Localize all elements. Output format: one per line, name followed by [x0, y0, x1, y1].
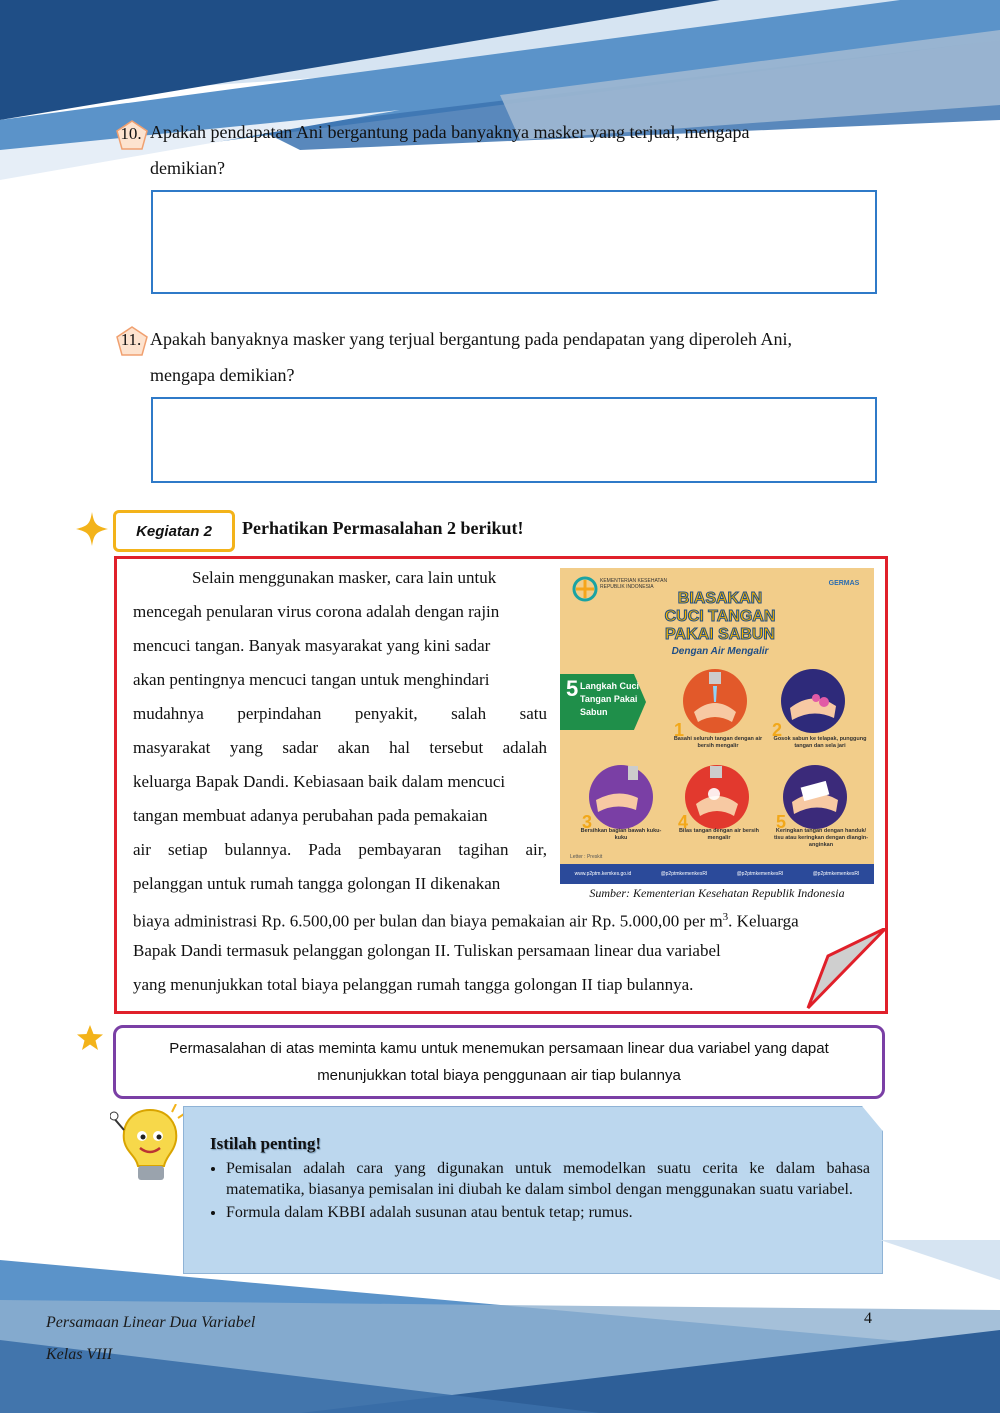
star-icon	[76, 1024, 104, 1052]
question-11-number-badge	[116, 326, 146, 354]
handwash-poster	[560, 568, 874, 884]
question-11-line2: mengapa demikian?	[150, 365, 295, 385]
step-number: 5	[776, 812, 787, 832]
kegiatan-badge: Kegiatan 2	[113, 510, 235, 552]
sparkle-icon	[76, 512, 108, 546]
problem-line: mencegah penularan virus corona adalah dengan rajin	[133, 602, 500, 621]
step-text: Gosok sabun ke telapak, punggung tangan dan sela jari	[773, 736, 867, 749]
poster-footer-bar	[560, 864, 874, 884]
problem-line: keluarga Bapak Dandi. Kebiasaan baik dalam mencuci	[133, 772, 506, 791]
poster-footer-link: www.p2ptm.kemkes.go.id	[574, 871, 632, 877]
step-text: Basahi seluruh tangan dengan air bersih mengalir	[673, 736, 763, 749]
problem-line-wide-3: yang menunjukkan total biaya pelanggan rumah tangga golongan II tiap bulannya.	[133, 975, 694, 994]
step-5-illustration-icon	[782, 764, 848, 830]
poster-caption: Sumber: Kementerian Kesehatan Republik Indonesia	[589, 886, 845, 900]
page-number: 4	[864, 1310, 872, 1327]
problem-line: akan pentingnya mencuci tangan untuk menghindari	[133, 670, 490, 689]
answer-box-10[interactable]	[151, 190, 877, 294]
step-text: Keringkan tangan dengan handuk/ tisu atau keringkan dengan diangin-anginkan	[773, 828, 869, 848]
answer-box-11[interactable]	[151, 397, 877, 483]
problem-line: Selain menggunakan masker, cara lain untuk	[192, 568, 497, 587]
footer-subject: Persamaan Linear Dua Variabel	[46, 1314, 256, 1331]
step-text: Bilas tangan dengan air bersih mengalir	[678, 828, 760, 841]
step-number: 4	[678, 812, 689, 832]
step-number: 2	[772, 720, 783, 740]
question-10-number-badge	[116, 120, 146, 148]
question-number: 11.	[120, 330, 142, 349]
poster-subtitle: Dengan Air Mengalir	[671, 646, 769, 657]
note-box	[113, 1025, 885, 1099]
problem-line: tangan membuat adanya perubahan pada pemakaian	[133, 806, 488, 825]
istilah-list	[210, 1158, 870, 1225]
note-line-1: Permasalahan di atas meminta kamu untuk menemukan persamaan linear dua variabel yang dapat	[169, 1040, 829, 1057]
step-text: Bersihkan bagian bawah kuku-kuku	[580, 828, 662, 841]
lightbulb-mascot-icon	[110, 1104, 186, 1190]
problem-line-wide-1	[133, 900, 878, 939]
step-number: 3	[582, 812, 593, 832]
istilah-item: • Pemisalan adalah cara yang digunakan untuk memodelkan suatu cerita ke dalam bahasa matematika, biasanya pemisalan ini diubah ke dalam simbol dengan menggunakan suatu variabel.	[226, 1158, 870, 1200]
problem-line-wide-2: Bapak Dandi termasuk pelanggan golongan II. Tuliskan persamaan linear dua variabel	[133, 941, 721, 960]
question-10-line2: demikian?	[150, 158, 225, 178]
poster-footer-link: @p2ptmkemenkesRI	[660, 871, 708, 877]
superscript: 3	[722, 911, 729, 923]
question-11-line1: Apakah banyaknya masker yang terjual bergantung pada pendapatan yang diperoleh Ani,	[150, 329, 792, 349]
problem-text-narrow	[133, 561, 547, 901]
ministry-text: KEMENTERIAN KESEHATAN REPUBLIK INDONESIA	[600, 578, 668, 590]
problem-line: air setiap bulannya. Pada pembayaran tagihan air,	[133, 840, 547, 859]
problem-text: biaya administrasi Rp. 6.500,00 per bulan dan biaya pemakaian air Rp. 5.000,00 per m	[133, 911, 723, 931]
note-line-2: menunjukkan total biaya penggunaan air tiap bulannya	[317, 1067, 681, 1084]
page-curl-decoration	[804, 928, 886, 1010]
poster-title-1: BIASAKAN	[677, 590, 763, 607]
problem-text: . Keluarga	[728, 911, 799, 931]
question-10-line1: Apakah pendapatan Ani bergantung pada banyaknya masker yang terjual, mengapa	[150, 122, 750, 142]
istilah-item: • Formula dalam KBBI adalah susunan atau bentuk tetap; rumus.	[226, 1202, 870, 1223]
poster-footer-note: Letter : Preskit	[570, 854, 603, 860]
poster-footer-link: @p2ptmkemenkesRI	[812, 871, 860, 877]
step-number: 1	[674, 720, 685, 740]
poster-footer-link: @p2ptmkemenkesRI	[736, 871, 784, 877]
germas-logo: GERMAS	[828, 580, 860, 587]
step-3-illustration-icon	[588, 764, 654, 830]
poster-title-2: CUCI TANGAN	[664, 608, 776, 625]
problem-line: mudahnya perpindahan penyakit, salah satu	[133, 704, 547, 723]
kegiatan-heading: Perhatikan Permasalahan 2 berikut!	[242, 518, 524, 538]
step-4-illustration-icon	[684, 764, 750, 830]
problem-line: mencuci tangan. Banyak masyarakat yang kini sadar	[133, 636, 491, 655]
problem-line: pelanggan untuk rumah tangga golongan II dikenakan	[133, 874, 501, 893]
istilah-title: Istilah penting!	[210, 1134, 321, 1153]
step-1-illustration-icon	[682, 668, 748, 734]
problem-line: masyarakat yang sadar akan hal tersebut adalah	[133, 738, 547, 757]
ministry-logo-icon	[572, 576, 598, 602]
steps-label: Langkah Cuci Tangan Pakai Sabun	[580, 681, 640, 717]
step-2-illustration-icon	[780, 668, 846, 734]
question-number: 10.	[120, 124, 142, 143]
footer-grade: Kelas VIII	[46, 1346, 113, 1363]
poster-title-3: PAKAI SABUN	[665, 626, 775, 643]
steps-number: 5	[566, 676, 579, 701]
